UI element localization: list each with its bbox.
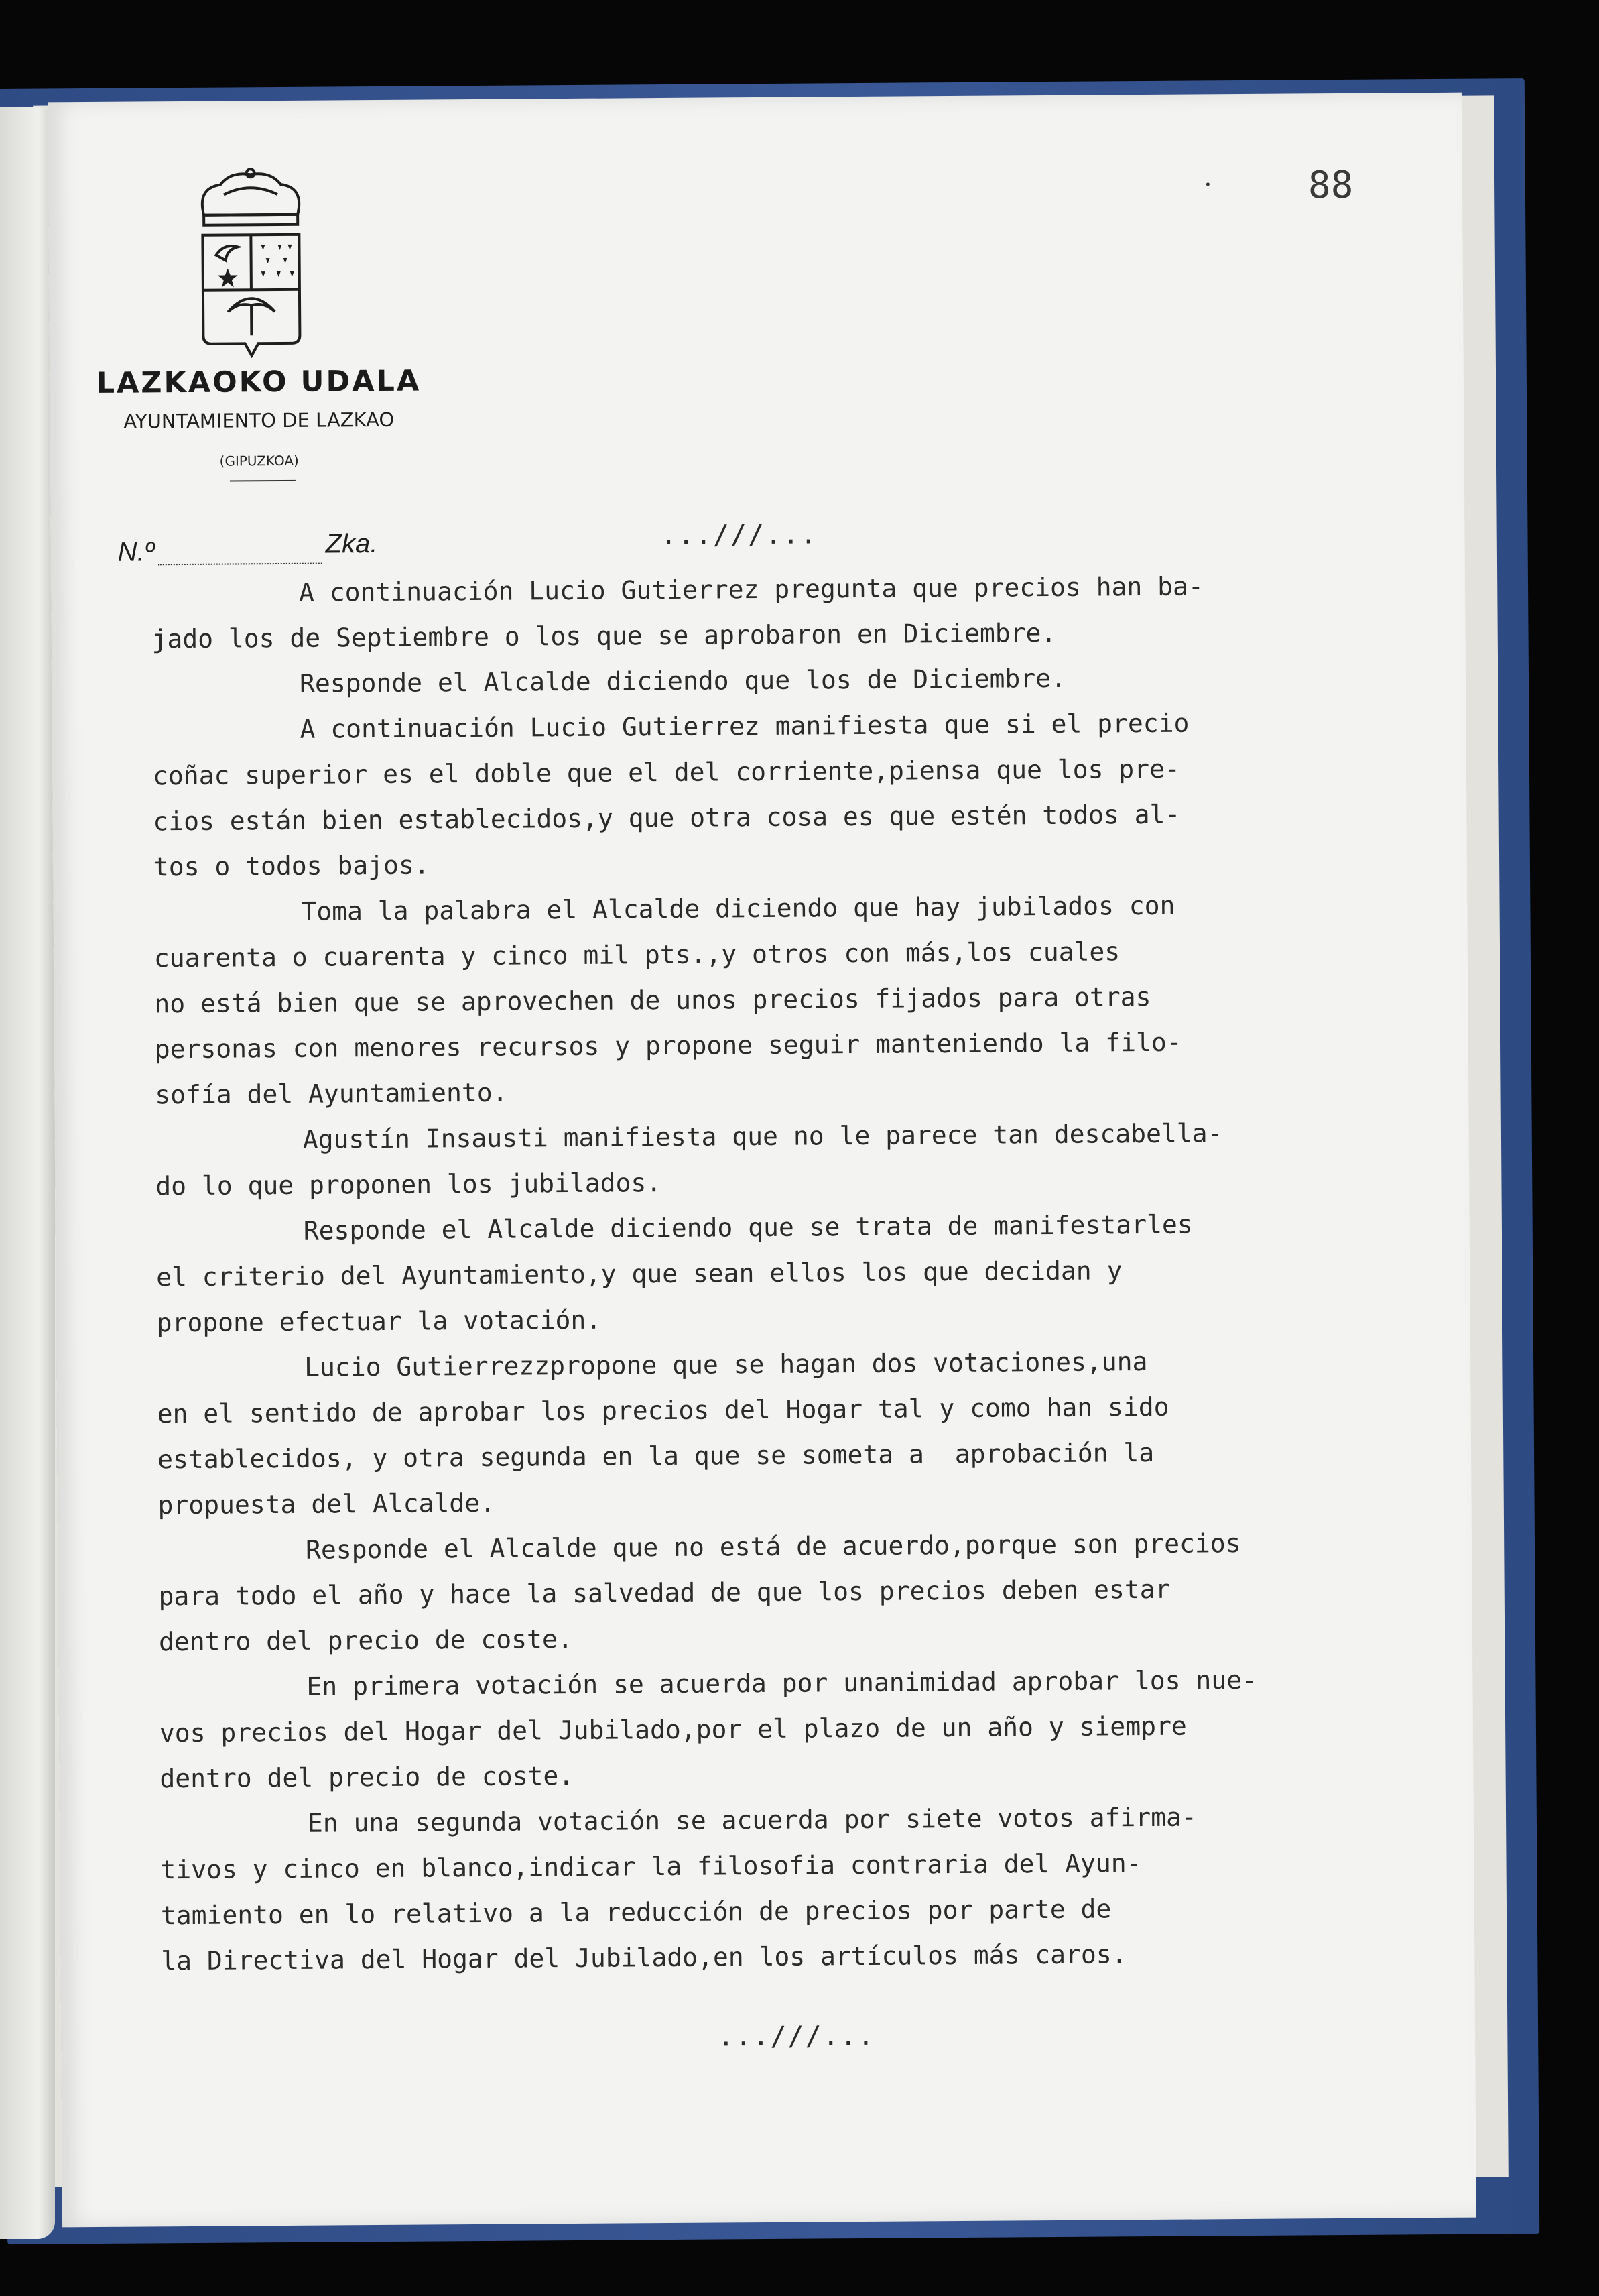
organization-province: (GIPUZKOA) xyxy=(219,452,299,469)
text-line: En primera votación se acuerda por unanimidad aprobar los nue- xyxy=(306,1665,1258,1701)
organization-name: LAZKAOKO UDALA xyxy=(96,364,422,400)
text-line: A continuación Lucio Gutierrez manifiesta que si el precio xyxy=(300,708,1190,744)
continuation-marker-bottom: ...///... xyxy=(717,2020,876,2053)
text-line: vos precios del Hogar del Jubilado,por el plazo de un año y siempre xyxy=(159,1711,1187,1748)
document-page xyxy=(48,93,1476,2228)
text-line: jado los de Septiembre o los que se aprobaron en Diciembre. xyxy=(151,617,1057,654)
text-line: el criterio del Ayuntamiento,y que sean ellos los que decidan y xyxy=(156,1256,1123,1292)
number-label: N.º xyxy=(117,537,155,567)
header-rule xyxy=(230,480,296,482)
text-line: cios están bien establecidos,y que otra cosa es que estén todos al- xyxy=(153,799,1181,837)
text-line: propuesta del Alcalde. xyxy=(157,1488,496,1520)
text-line: Responde el Alcalde diciendo que los de Diciembre. xyxy=(299,663,1067,699)
text-line: tamiento en lo relativo a la reducción de precios por parte de xyxy=(160,1894,1112,1931)
organization-subtitle: AYUNTAMIENTO DE LAZKAO xyxy=(123,408,395,433)
text-line: cuarenta o cuarenta y cinco mil pts.,y otros con más,los cuales xyxy=(153,936,1121,973)
text-line: en el sentido de aprobar los precios del Hogar tal y como han sido xyxy=(157,1392,1169,1429)
text-line: personas con menores recursos y propone seguir manteniendo la filo- xyxy=(154,1027,1182,1065)
text-line: Lucio Gutierrezzpropone que se hagan dos votaciones,una xyxy=(304,1346,1148,1382)
text-line: Toma la palabra el Alcalde diciendo que hay jubilados con xyxy=(301,890,1175,926)
text-line: tos o todos bajos. xyxy=(153,850,430,882)
zka-label: Zka. xyxy=(325,528,378,559)
page-number: 88 xyxy=(1307,163,1354,208)
number-dotted-line xyxy=(158,563,322,566)
continuation-marker-top: ...///... xyxy=(660,519,818,552)
left-page-edge xyxy=(0,107,55,2239)
text-line: A continuación Lucio Gutierrez pregunta que precios han ba- xyxy=(298,571,1204,607)
text-line: establecidos, y otra segunda en la que se someta a aprobación la xyxy=(157,1437,1155,1475)
text-line: Responde el Alcalde diciendo que se trata de manifestarles xyxy=(303,1209,1193,1246)
coat-of-arms-icon xyxy=(190,168,312,363)
text-line: la Directiva del Hogar del Jubilado,en los artículos más caros. xyxy=(161,1939,1127,1976)
text-line: sofía del Ayuntamiento. xyxy=(155,1077,508,1110)
text-line: do lo que proponen los jubilados. xyxy=(155,1168,662,1201)
text-line: tivos y cinco en blanco,indicar la filosofia contraria del Ayun- xyxy=(160,1848,1142,1885)
paper-speck xyxy=(1206,182,1210,186)
text-line: Agustín Insausti manifiesta que no le parece tan descabella- xyxy=(302,1118,1223,1154)
text-line: propone efectuar la votación. xyxy=(156,1305,602,1338)
text-line: dentro del precio de coste. xyxy=(158,1624,573,1657)
text-line: En una segunda votación se acuerda por siete votos afirma- xyxy=(307,1802,1197,1838)
text-line: coñac superior es el doble que el del corriente,piensa que los pre- xyxy=(152,753,1180,791)
text-line: no está bien que se aprovechen de unos precios fijados para otras xyxy=(154,981,1151,1019)
text-line: Responde el Alcalde que no está de acuerdo,porque son precios xyxy=(305,1528,1241,1565)
minutes-body xyxy=(151,562,1415,1984)
text-line: para todo el año y hace la salvedad de que los precios deben estar xyxy=(158,1574,1171,1612)
text-line: dentro del precio de coste. xyxy=(159,1760,574,1794)
